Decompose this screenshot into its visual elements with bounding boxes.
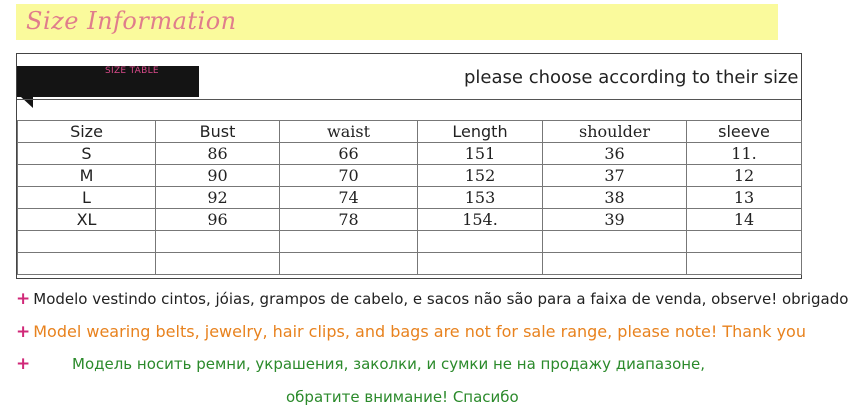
cell-sleeve: 11.	[687, 143, 802, 165]
table-row	[18, 143, 802, 165]
plus-icon: +	[16, 322, 31, 342]
cell-bust: 92	[156, 187, 280, 209]
table-row	[18, 165, 802, 187]
cell-length: 151	[418, 143, 543, 165]
size-info-banner	[16, 4, 778, 40]
note-pt-text: Modelo vestindo cintos, jóias, grampos de cabelo, e sacos não são para a faixa de venda, observe! obrigado	[33, 290, 849, 308]
note-ru-line2: обратите внимание! Спасибо	[286, 388, 519, 406]
cell-size: M	[18, 165, 156, 187]
cell-waist: 66	[280, 143, 418, 165]
banner-title: Size Information	[26, 7, 237, 35]
table-row	[18, 209, 802, 231]
cell-waist: 70	[280, 165, 418, 187]
cell-bust: 86	[156, 143, 280, 165]
note-english	[16, 322, 806, 342]
cell-sleeve: 13	[687, 187, 802, 209]
header-size: Size	[18, 121, 156, 143]
note-ru-line1: Модель носить ремни, украшения, заколки, и сумки не на продажу диапазоне,	[72, 355, 706, 373]
cell-shoulder: 36	[543, 143, 687, 165]
cell-waist: 78	[280, 209, 418, 231]
cell-sleeve: 14	[687, 209, 802, 231]
cell-shoulder: 39	[543, 209, 687, 231]
header-length: Length	[418, 121, 543, 143]
note-en-text: Model wearing belts, jewelry, hair clips, and bags are not for sale range, please note! Thank you	[33, 322, 806, 341]
cell-bust: 96	[156, 209, 280, 231]
cell-length: 152	[418, 165, 543, 187]
cell-size: L	[18, 187, 156, 209]
table-header-row	[18, 121, 802, 143]
plus-icon: +	[16, 289, 31, 309]
cell-size: S	[18, 143, 156, 165]
header-shoulder: shoulder	[543, 121, 687, 143]
plus-icon: +	[16, 354, 31, 374]
size-hint: please choose according to their size	[464, 67, 799, 88]
header-waist: waist	[280, 121, 418, 143]
header-bust: Bust	[156, 121, 280, 143]
cell-shoulder: 37	[543, 165, 687, 187]
table-row	[18, 187, 802, 209]
note-russian	[16, 354, 33, 374]
header-sleeve: sleeve	[687, 121, 802, 143]
cell-sleeve: 12	[687, 165, 802, 187]
note-portuguese	[16, 289, 848, 309]
table-row-empty	[18, 253, 802, 275]
cell-shoulder: 38	[543, 187, 687, 209]
size-table-tag-label: SIZE TABLE	[105, 66, 159, 76]
cell-size: XL	[18, 209, 156, 231]
cell-length: 153	[418, 187, 543, 209]
table-row-empty	[18, 231, 802, 253]
cell-length: 154.	[418, 209, 543, 231]
cell-bust: 90	[156, 165, 280, 187]
header-separator	[17, 99, 801, 100]
size-table	[17, 120, 802, 275]
size-table-frame	[16, 53, 802, 279]
cell-waist: 74	[280, 187, 418, 209]
